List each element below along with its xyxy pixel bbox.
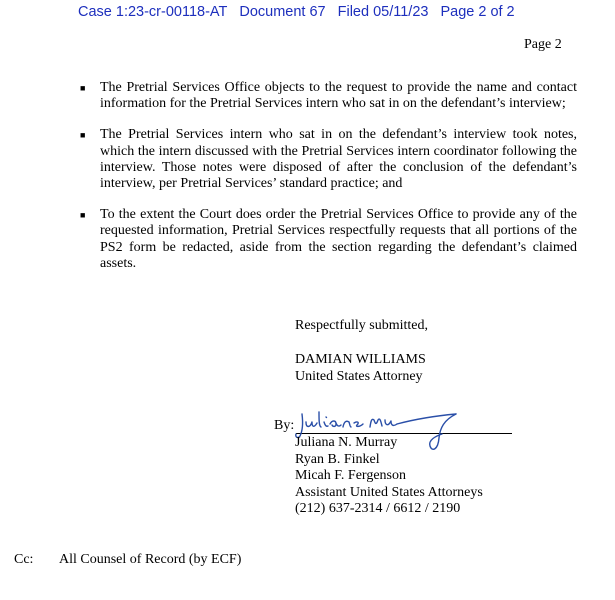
bullet-item [80,127,577,192]
filed-date: Filed 05/11/23 [337,4,429,20]
document-number: Document 67 [239,4,326,20]
signer-block [295,435,483,518]
bullet-list [80,80,577,287]
bullet-icon: ■ [80,83,86,93]
case-number: Case 1:23-cr-00118-AT [78,4,228,20]
ecf-filing-header [78,4,527,20]
bullet-item [80,80,577,112]
bullet-icon: ■ [80,210,86,221]
page-number: Page 2 [524,37,562,52]
signer-name: Micah F. Fergenson [295,468,407,483]
bullet-icon: ■ [80,130,86,141]
cc-label: Cc: [14,552,34,567]
attorney-title: United States Attorney [295,368,423,384]
signer-name: Ryan B. Finkel [295,451,380,467]
attorney-name: DAMIAN WILLIAMS [295,352,426,367]
bullet-text: To the extent the Court does order the Pretrial Services Office to provide any of the requested information, Pretrial Services respectfully requests that all portions of the PS2 form be redacted, aside from the section regarding the defendant’s claimed assets. [100,207,577,271]
header-page-count: Page 2 of 2 [440,4,515,20]
signer-phone: (212) 637-2314 / 6612 / 2190 [295,501,461,516]
closing-line: Respectfully submitted, [295,318,428,333]
by-label: By: [274,418,295,433]
signer-title: Assistant United States Attorneys [295,484,483,500]
bullet-text: The Pretrial Services intern who sat in on the defendant’s interview took notes, which the intern discussed with the Pretrial Services intern coordinator following the interview. Those notes were disposed of after the conclusion of the defendant’s interview, per Pretrial Services’ standard practice; and [100,127,577,192]
cc-recipients: All Counsel of Record (by ECF) [59,552,242,567]
signer-name: Juliana N. Murray [295,435,398,450]
bullet-item [80,207,577,272]
bullet-text: The Pretrial Services Office objects to the request to provide the name and contact information for the Pretrial Services intern who sat in on the defendant’s interview; [100,80,577,112]
attorney-block [295,352,426,385]
